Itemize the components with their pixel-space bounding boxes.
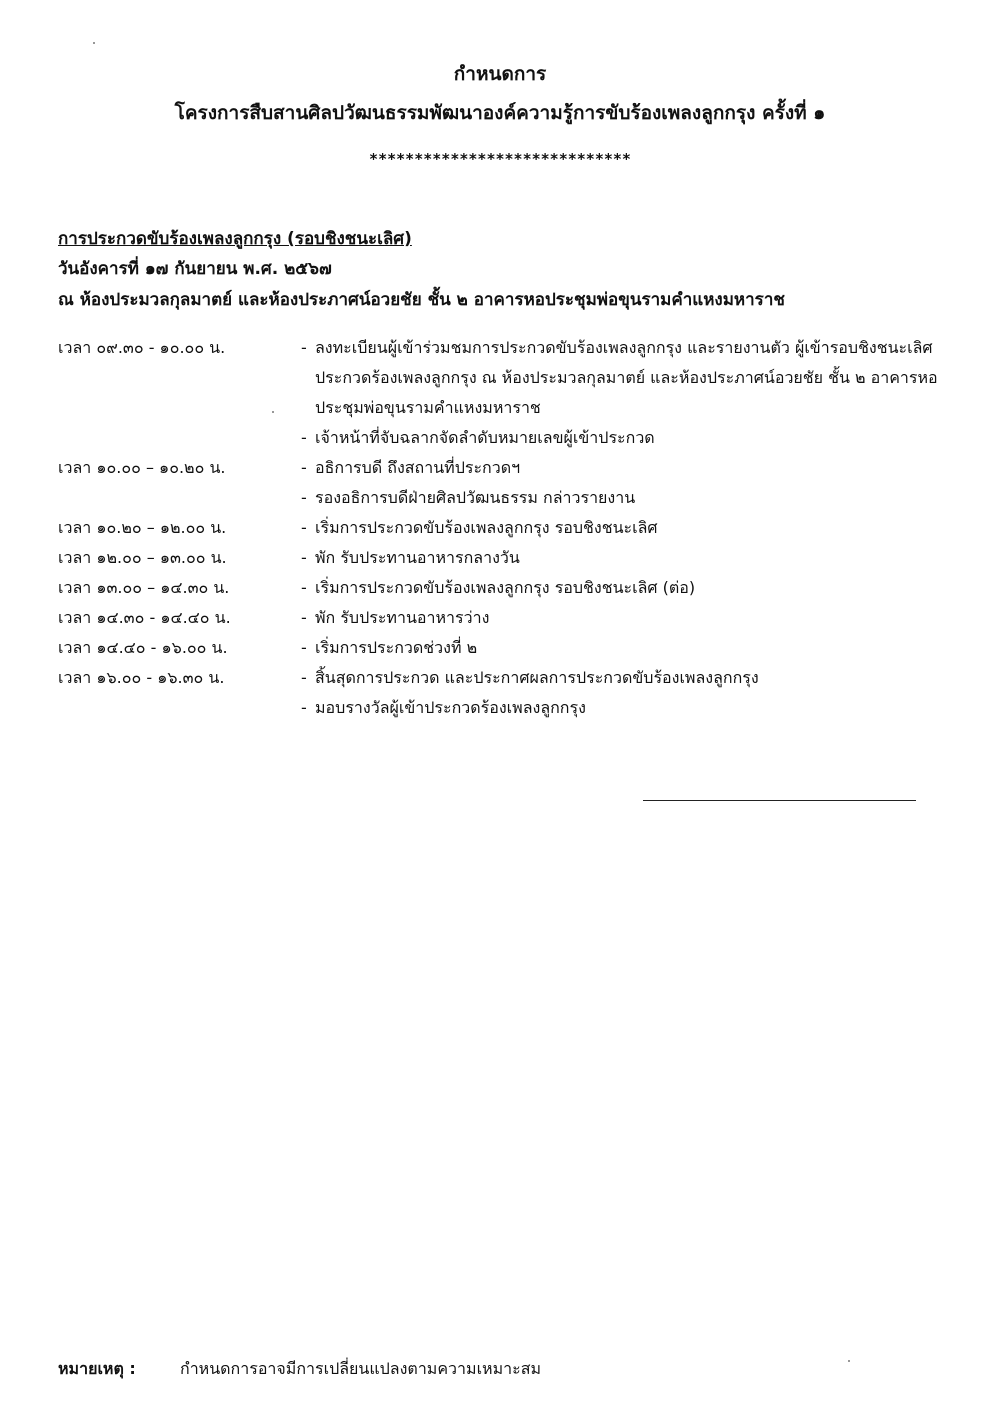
schedule-time: เวลา ๑๔.๔๐ - ๑๖.๐๐ น. [58, 638, 228, 657]
activity-text: ลงทะเบียนผู้เข้าร่วมชมการประกวดขับร้องเพลงลูกกรุง และรายงานตัว ผู้เข้ารอบชิงชนะเลิศประกวดร้องเพลงลูกกรุง ณ ห้องประมวลกุลมาตย์ และห้องประภาศน์อวยชัย ชั้น ๒ อาคารหอประชุมพ่อขุนรามคำแหงมหาราช [315, 338, 938, 417]
event-date: วันอังคารที่ ๑๗ กันยายน พ.ศ. ๒๕๖๗ [58, 259, 332, 279]
separator-stars: ***************************** [369, 150, 631, 168]
schedule-row [58, 453, 958, 513]
bullet-dash: - [301, 488, 307, 507]
schedule-time: เวลา ๑๐.๐๐ – ๑๐.๒๐ น. [58, 458, 226, 477]
schedule-activity [301, 423, 955, 453]
project-title: โครงการสืบสานศิลปวัฒนธรรมพัฒนาองค์ความรู้การขับร้องเพลงลูกกรุง ครั้งที่ ๑ [174, 102, 826, 124]
schedule-time: เวลา ๑๔.๓๐ - ๑๔.๔๐ น. [58, 608, 231, 627]
bullet-dash: - [301, 458, 307, 477]
schedule-activity [301, 693, 955, 723]
scan-speck [272, 411, 274, 413]
schedule-row [58, 543, 958, 573]
schedule-activity [301, 573, 955, 603]
schedule-activities [301, 453, 958, 513]
schedule-row [58, 663, 958, 723]
scan-speck [848, 1360, 850, 1362]
schedule-activity [301, 513, 955, 543]
schedule-time: เวลา ๑๓.๐๐ – ๑๔.๓๐ น. [58, 578, 230, 597]
schedule-activities [301, 333, 958, 453]
event-venue: ณ ห้องประมวลกุลมาตย์ และห้องประภาศน์อวยชัย ชั้น ๒ อาคารหอประชุมพ่อขุนรามคำแหงมหาราช [58, 290, 785, 310]
schedule-activity [301, 603, 955, 633]
schedule-row [58, 333, 958, 453]
bullet-dash: - [301, 698, 307, 717]
schedule-activities [301, 633, 958, 663]
activity-text: พัก รับประทานอาหารกลางวัน [315, 548, 520, 567]
document-title: กำหนดการ [453, 63, 547, 85]
schedule-activities [301, 573, 958, 603]
note [58, 1357, 541, 1381]
schedule-time: เวลา ๐๙.๓๐ - ๑๐.๐๐ น. [58, 338, 226, 357]
activity-text: เจ้าหน้าที่จับฉลากจัดลำดับหมายเลขผู้เข้าประกวด [315, 428, 655, 447]
schedule-list [58, 333, 958, 723]
activity-text: เริ่มการประกวดช่วงที่ ๒ [315, 638, 478, 657]
schedule-time: เวลา ๑๖.๐๐ - ๑๖.๓๐ น. [58, 668, 225, 687]
schedule-activity [301, 543, 955, 573]
schedule-activity [301, 453, 955, 483]
bullet-dash: - [301, 338, 307, 357]
bullet-dash: - [301, 668, 307, 687]
schedule-activity [301, 633, 955, 663]
schedule-activity [301, 333, 955, 423]
schedule-activity [301, 663, 955, 693]
bullet-dash: - [301, 608, 307, 627]
bullet-dash: - [301, 638, 307, 657]
schedule-time: เวลา ๑๐.๒๐ – ๑๒.๐๐ น. [58, 518, 227, 537]
bullet-dash: - [301, 518, 307, 537]
schedule-row [58, 513, 958, 543]
signature-line [643, 800, 916, 801]
schedule-row [58, 573, 958, 603]
activity-text: มอบรางวัลผู้เข้าประกวดร้องเพลงลูกกรุง [315, 698, 586, 717]
event-name: การประกวดขับร้องเพลงลูกกรุง (รอบชิงชนะเลิศ) [58, 229, 412, 249]
activity-text: เริ่มการประกวดขับร้องเพลงลูกกรุง รอบชิงชนะเลิศ (ต่อ) [315, 578, 696, 597]
schedule-time: เวลา ๑๒.๐๐ – ๑๓.๐๐ น. [58, 548, 227, 567]
schedule-activities [301, 663, 958, 723]
schedule-activities [301, 543, 958, 573]
activity-text: สิ้นสุดการประกวด และประกาศผลการประกวดขับร้องเพลงลูกกรุง [315, 668, 759, 687]
schedule-activity [301, 483, 955, 513]
bullet-dash: - [301, 548, 307, 567]
activity-text: อธิการบดี ถึงสถานที่ประกวดฯ [315, 458, 521, 477]
schedule-row [58, 603, 958, 633]
schedule-row [58, 633, 958, 663]
scan-speck [93, 42, 95, 44]
schedule-activities [301, 603, 958, 633]
bullet-dash: - [301, 428, 307, 447]
bullet-dash: - [301, 578, 307, 597]
note-label: หมายเหตุ : [58, 1359, 136, 1378]
activity-text: รองอธิการบดีฝ่ายศิลปวัฒนธรรม กล่าวรายงาน [315, 488, 636, 507]
activity-text: พัก รับประทานอาหารว่าง [315, 608, 490, 627]
note-text: กำหนดการอาจมีการเปลี่ยนแปลงตามความเหมาะสม [180, 1359, 542, 1378]
activity-text: เริ่มการประกวดขับร้องเพลงลูกกรุง รอบชิงชนะเลิศ [315, 518, 658, 537]
schedule-activities [301, 513, 958, 543]
